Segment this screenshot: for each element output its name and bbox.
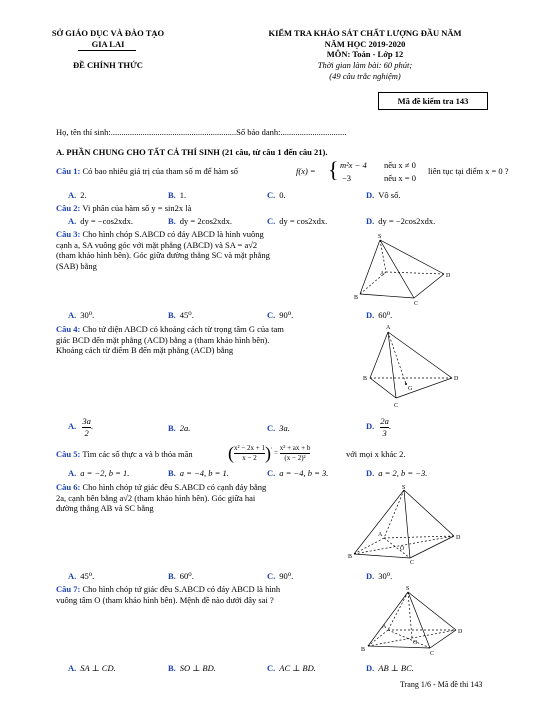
q4-centroid-point (405, 383, 407, 385)
exam-code-box: Mã đề kiểm tra 143 (378, 92, 488, 110)
q2-option-a[interactable]: A. dy = −cos2xdx. (68, 216, 134, 226)
q2-option-b[interactable]: B. dy = 2cos2xdx. (168, 216, 233, 226)
q3-label-c: C (414, 301, 419, 306)
question-count: (49 câu trắc nghiệm) (329, 70, 401, 81)
q3-label-s: S (378, 234, 382, 240)
q3-option-c[interactable]: C. 90⁰. (267, 310, 294, 320)
q7-label-a: A (382, 624, 387, 630)
q7-option-c[interactable]: C. AC ⊥ BD. (267, 663, 316, 673)
q5-option-b[interactable]: B. a = −4, b = 1. (168, 468, 229, 478)
time-limit: Thời gian làm bài: 60 phút; (317, 59, 413, 70)
q1-function: f(x) = (296, 166, 316, 176)
q2-option-d[interactable]: D. dy = −2cos2xdx. (366, 216, 436, 226)
q1-option-c[interactable]: C. 0. (267, 190, 286, 200)
q5-option-a[interactable]: A. a = −2, b = 1. (68, 468, 130, 478)
q6-label-d: D (456, 535, 461, 541)
q7-label-d: D (458, 629, 463, 635)
exam-title: KIỂM TRA KHẢO SÁT CHẤT LƯỢNG ĐẦU NĂM (268, 28, 462, 38)
q1-option-b[interactable]: B. 1. (168, 190, 187, 200)
q7-label-o: O (413, 640, 418, 646)
q6-option-b[interactable]: B. 60⁰. (168, 571, 194, 581)
q6-label-c: C (410, 560, 415, 564)
q7-option-d[interactable]: D. AB ⊥ BC. (366, 663, 414, 673)
q4-label-c: C (394, 403, 399, 409)
q4-option-b[interactable]: B. 2a. (168, 423, 191, 433)
q1-tail: liên tục tại điểm x = 0 ? (428, 166, 509, 176)
q3-label-d: D (446, 273, 451, 279)
q7-pyramid-figure (358, 584, 468, 658)
q6-label-s: S (402, 485, 406, 491)
question-6: Câu 6: Cho hình chóp tứ giác đều S.ABCD có cạnh đáy bằng 2a, cạnh bên bằng a√2 (tham khảo hình bên). Góc giữa hai đường thẳng AB và SC bằng (56, 482, 267, 514)
q7-label-b: B (361, 647, 366, 653)
q7-label-c: C (430, 651, 435, 657)
q6-label-o: O (400, 546, 405, 552)
q4-tetrahedron-figure (362, 322, 462, 410)
section-a-title: A. PHẦN CHUNG CHO TẤT CẢ THÍ SINH (21 câu, từ câu 1 đến câu 21). (56, 147, 328, 157)
q5-equation: ( $\frac{\text{x² − 2x + 1}}{x - 2}$ )′ = $\frac{\text{x² + ax + b}}{\text{(x − 2)²}}$ (228, 443, 311, 463)
q3-pyramid-figure (352, 232, 452, 306)
question-5: Câu 5: Tìm các số thực a và b thỏa mãn (56, 449, 193, 459)
header-divider (78, 50, 136, 51)
q1-brace: { (328, 157, 339, 182)
q3-option-b[interactable]: B. 45⁰. (168, 310, 194, 320)
subject: MÔN: Toán - Lớp 12 (326, 49, 404, 60)
student-info-line (56, 127, 346, 138)
page-footer: Trang 1/6 - Mã đề thi 143 (400, 680, 483, 689)
q4-label-d: D (454, 376, 459, 382)
q4-label-g: G (408, 386, 413, 392)
q6-option-c[interactable]: C. 90⁰. (267, 571, 294, 581)
q6-label-b: B (348, 554, 353, 560)
official-label: ĐỀ CHÍNH THỨC (73, 60, 143, 70)
q6-option-a[interactable]: A. 45⁰. (68, 571, 95, 581)
q3-option-a[interactable]: A. 30⁰. (68, 310, 95, 320)
school-year: NĂM HỌC 2019-2020 (324, 38, 406, 49)
q4-option-d[interactable]: D. $\frac{2a}{3}$ . (366, 416, 392, 438)
q3-label-b: B (354, 295, 359, 301)
q1-cond-2: nếu x = 0 (384, 173, 416, 183)
q7-option-a[interactable]: A. SA ⊥ CD. (68, 663, 116, 673)
q3-option-d[interactable]: D. 60⁰. (366, 310, 393, 320)
q4-option-a[interactable]: A. $\frac{3a}{2}$ . (68, 416, 94, 438)
q5-tail: với mọi x khác 2. (346, 449, 406, 459)
student-number-field: Số báo danh:............................... (236, 127, 347, 137)
q3-label-a: A (380, 271, 385, 277)
question-7: Câu 7: Cho hình chóp tứ giác đều S.ABCD có đáy ABCD là hình vuông tâm O (tham khảo hình bên). Mệnh đề nào dưới đây sai ? (56, 584, 281, 605)
q1-option-a[interactable]: A. 2. (68, 190, 87, 200)
q1-option-d[interactable]: D. Vô số. (366, 190, 401, 200)
question-4: Câu 4: Cho tứ diện ABCD có khoảng cách từ trọng tâm G của tam giác BCD đến mặt phẳng (ACD) bằng a (tham khảo hình bên). Khoảng cách từ điểm B đến mặt phẳng (ACD) bằng (56, 324, 284, 356)
q5-option-d[interactable]: D. a = 2, b = −3. (366, 468, 428, 478)
question-3: Câu 3: Cho hình chóp S.ABCD có đáy ABCD là hình vuông cạnh a, SA vuông góc với mặt phẳng (ABCD) và SA = a√2 (tham khảo hình bên). Góc giữa đường thẳng SC và mặt phẳng (SAB) bằng (56, 229, 270, 271)
q4-label-a: A (386, 325, 391, 331)
q1-cond-1: nếu x ≠ 0 (384, 160, 416, 170)
q4-option-c[interactable]: C. 3a. (267, 423, 290, 433)
exam-title-block (235, 28, 495, 81)
student-name-field: Họ, tên thí sinh:........................................................... (56, 127, 237, 137)
department-name: SỞ GIÁO DỤC VÀ ĐÀO TẠO GIA LAI (51, 28, 165, 49)
q7-option-b[interactable]: B. SO ⊥ BD. (168, 663, 216, 673)
q6-option-d[interactable]: D. 30⁰. (366, 571, 393, 581)
question-1: Câu 1: Có bao nhiêu giá trị của tham số m để hàm số (56, 166, 239, 176)
q1-case-2: −3 (342, 173, 352, 183)
q2-option-c[interactable]: C. dy = cos2xdx. (267, 216, 328, 226)
q6-label-a: A (378, 532, 383, 538)
q6-pyramid-figure (348, 484, 466, 564)
question-2: Câu 2: Vi phân của hàm số y = sin2x là (56, 203, 192, 213)
q7-label-s: S (406, 586, 410, 592)
q4-label-b: B (363, 376, 368, 382)
q5-option-c[interactable]: C. a = −4, b = 3. (267, 468, 329, 478)
q1-case-1: m²x − 4 (340, 160, 367, 170)
